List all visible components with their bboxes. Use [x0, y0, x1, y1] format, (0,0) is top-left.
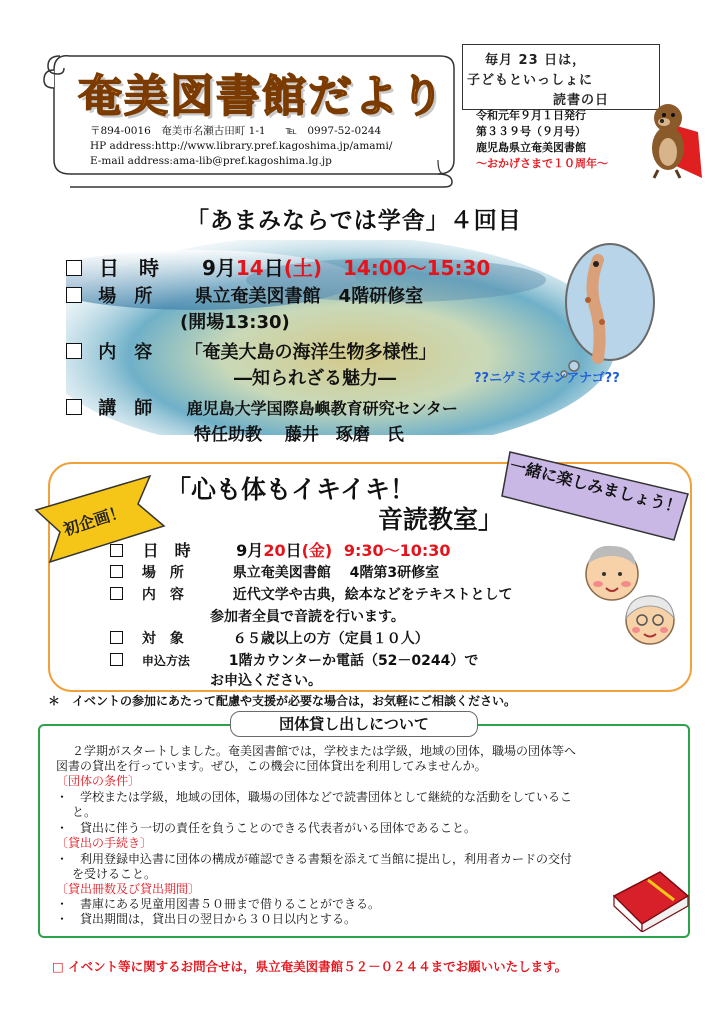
event2-title-line2: 音読教室」 — [378, 505, 504, 534]
procedure-1a: ・ 利用登録申込書に団体の構成が確認できる書類を添えて当館に提出し，利用者カードの交付 — [56, 852, 573, 866]
enjoy-banner-text: 一緒に楽しみましょう！ — [508, 455, 684, 517]
garden-eel-photo-bubble — [558, 240, 658, 378]
checkbox-icon — [110, 565, 123, 578]
checkbox-icon — [66, 399, 82, 415]
condition-2: ・ 貸出に伴う一切の責任を負うことのできる代表者がいる団体であること。 — [56, 821, 477, 835]
event2-date-row: 日 時 9月20日(金) 9:30～10:30 — [110, 538, 451, 561]
issue-info — [476, 108, 608, 172]
procedure-heading: 〔貸出の手続き〕 — [56, 836, 153, 850]
event2-target-row: 対 象 ６５歳以上の方（定員１０人） — [110, 628, 429, 648]
elderly-couple-icon — [578, 540, 690, 650]
period-2: ・ 貸出期間は，貸出日の翌日から３０日以内とする。 — [56, 912, 357, 926]
anniversary-text: ～おかげさまで１０周年～ — [476, 157, 608, 170]
library-address-block — [90, 124, 401, 169]
group-lending-title: 団体貸し出しについて — [230, 711, 478, 737]
contact-footer: □ イベント等に関するお問合せは，県立奄美図書館５２－０２４４までお願いいたします。 — [52, 959, 568, 974]
event1-lecturer-name: 特任助教 藤井 琢磨 氏 — [194, 425, 404, 445]
email-address[interactable]: E-mail address:ama-lib@pref.kagoshima.lg.jp — [90, 155, 332, 167]
garden-eel-label: ??ニゲミズチンアナゴ?? — [474, 371, 620, 386]
event1-title: 「あまみならでは学舎」４回目 — [186, 208, 522, 234]
event1-place-row: 場 所 県立奄美図書館 4階研修室 — [66, 282, 423, 308]
phone-number: ℡ 0997-52-0244 — [285, 125, 382, 137]
event2-apply-row: 申込方法 1階カウンターか電話（52－0244）で — [110, 650, 478, 670]
reading-day-line3: 読書の日 — [553, 93, 610, 108]
event1-date-row: 日 時 9月14日(土) 14:00～15:30 — [66, 252, 490, 281]
event2-apply-line2: お申込ください。 — [210, 673, 322, 689]
checkbox-icon — [66, 343, 82, 359]
period-heading: 〔貸出冊数及び貸出期間〕 — [56, 882, 201, 896]
accessibility-notice: ＊ イベントの参加にあたって配慮や支援が必要な場合は，お気軽にご相談ください。 — [48, 694, 517, 708]
reading-day-line1: 毎月 23 日は， — [485, 53, 587, 68]
event2-content-line2: 参加者全員で音読を行います。 — [210, 609, 405, 625]
first-plan-badge-text: 初企画！ — [60, 501, 128, 540]
conditions-heading: 〔団体の条件〕 — [56, 774, 141, 788]
event2-content-row: 内 容 近代文学や古典，絵本などをテキストとして — [110, 584, 512, 604]
homepage-address[interactable]: HP address:http://www.library.pref.kagoshima.jp/amami/ — [90, 140, 393, 152]
newsletter-title: 奄美図書館だより — [78, 71, 446, 122]
postal-address: 〒894-0016 奄美市名瀬古田町 1-1 — [90, 125, 266, 137]
checkbox-icon — [66, 287, 82, 303]
reading-day-line2: 子どもといっしょに — [467, 73, 594, 88]
checkbox-icon — [110, 631, 123, 644]
event1-open-time: (開場13:30) — [180, 312, 290, 333]
checkbox-icon — [110, 544, 123, 557]
group-lending-intro-2: 図書の貸出を行っています。ぜひ，この機会に団体貸出を利用してみませんか。 — [56, 759, 487, 773]
condition-1b: と。 — [72, 805, 97, 819]
event2-title-line1: 「心も体もイキイキ！ — [166, 475, 416, 504]
event1-lecturer-row: 講 師 鹿児島大学国際島嶼教育研究センター — [66, 394, 458, 420]
mole-mascot-icon — [640, 88, 710, 180]
book-icon — [608, 866, 692, 932]
checkbox-icon — [110, 587, 123, 600]
checkbox-icon — [110, 653, 123, 666]
issue-number: 第３３９号（９月号） — [476, 125, 586, 138]
issue-date: 令和元年９月１日発行 — [476, 109, 586, 122]
period-1: ・ 書庫にある児童用図書５０冊まで借りることができる。 — [56, 897, 381, 911]
event2-place-row: 場 所 県立奄美図書館 4階第3研修室 — [110, 562, 439, 582]
event1-content-row: 内 容 「奄美大島の海洋生物多様性」 — [66, 338, 437, 364]
checkbox-icon — [66, 260, 82, 276]
group-lending-intro-1: ２学期がスタートしました。奄美図書館では，学校または学級，地域の団体，職場の団体等へ — [72, 744, 577, 758]
event1-content-subtitle: ―知られざる魅力― — [234, 368, 396, 389]
issue-publisher: 鹿児島県立奄美図書館 — [476, 141, 586, 154]
condition-1a: ・ 学校または学級，地域の団体，職場の団体などで読書団体として継続的な活動をしているこ — [56, 790, 573, 804]
reading-day-box — [462, 44, 660, 110]
procedure-1b: を受けること。 — [72, 867, 157, 881]
